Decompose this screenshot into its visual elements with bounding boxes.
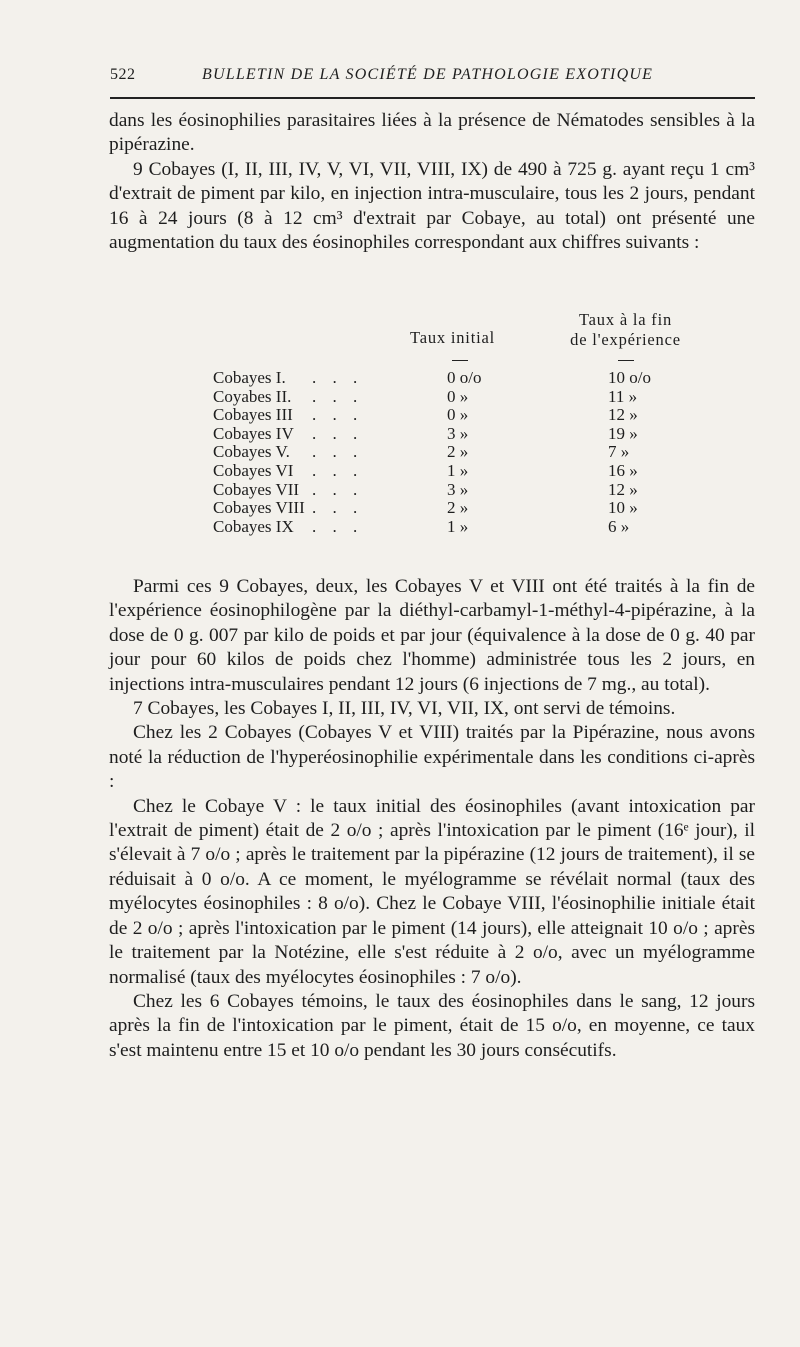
table-row xyxy=(210,498,690,518)
initial-rate: 3 » xyxy=(447,479,469,499)
body-paragraph-4: Chez le Cobaye V : le taux initial des éosinophiles (avant intoxication par l'extrait de piment) était de 2 o/o ; après l'intoxication par le piment (16ᵉ jour), il s'élevait à 7 o/o ; après le traitement par la pipérazine (12 jours de traitement), il se réduisait à 0 o/o. A ce moment, le myélogramme se révélait normal (taux des myélocytes éosinophiles : 8 o/o). Chez le Cobaye VIII, l'éosinophilie initiale était de 2 o/o ; après l'intoxication par le piment (14 jours), elle atteignait 10 o/o ; après le traitement par la Notézine, elle s'est réduite à 2 o/o, avec un myélogramme normalisé (taux des myélocytes éosinophiles : 7 o/o). xyxy=(109,795,755,988)
col-dash-final xyxy=(618,360,634,361)
final-rate: 6 » xyxy=(608,516,630,536)
journal-title: BULLETIN DE LA SOCIÉTÉ DE PATHOLOGIE EXOTIQUE xyxy=(202,66,654,83)
body-paragraph-5: Chez les 6 Cobayes témoins, le taux des éosinophiles dans le sang, 12 jours après la fin de l'intoxication par le piment, était de 15 o/o, en moyenne, ce taux s'est maintenu entre 15 et 10 o/o pendant les 30 jours consécutifs. xyxy=(109,990,755,1061)
header-rule xyxy=(110,97,755,99)
final-rate: 10 » xyxy=(608,498,638,518)
final-rate: 11 » xyxy=(608,386,638,406)
cobaye-name: Cobayes VI xyxy=(213,461,294,480)
cobaye-name: Coyabes II. xyxy=(213,386,292,406)
leader-dots: . . . xyxy=(312,423,364,443)
leader-dots: . . . xyxy=(312,405,364,425)
cobaye-name: Cobayes VIII xyxy=(213,498,305,518)
page-number: 522 xyxy=(110,66,136,83)
leader-dots: . . . xyxy=(312,516,364,536)
initial-rate: 3 » xyxy=(447,423,469,443)
body-text xyxy=(109,575,755,1063)
col-header-final-line-2: de l'expérience xyxy=(570,330,681,349)
final-rate: 16 » xyxy=(608,461,638,480)
leader-dots: . . . xyxy=(312,479,364,499)
col-dash-initial xyxy=(452,360,468,361)
initial-rate: 1 » xyxy=(447,461,469,480)
col-header-initial: Taux initial xyxy=(410,328,495,347)
initial-rate: 0 » xyxy=(447,405,469,425)
col-header-final xyxy=(558,310,693,350)
final-rate: 12 » xyxy=(608,479,638,499)
table-row xyxy=(210,368,690,388)
leader-dots: . . . xyxy=(312,498,364,518)
table-row xyxy=(210,387,690,407)
body-paragraph-2: 7 Cobayes, les Cobayes I, II, III, IV, VI, VII, IX, ont servi de témoins. xyxy=(133,698,676,720)
table-row xyxy=(210,480,690,500)
final-rate: 10 o/o xyxy=(608,368,651,387)
initial-rate: 1 » xyxy=(447,516,469,536)
initial-rate: 2 » xyxy=(447,442,469,462)
cobaye-name: Cobayes I. xyxy=(213,368,286,387)
cobaye-name: Cobayes VII xyxy=(213,479,300,499)
leader-dots: . . . xyxy=(312,461,364,480)
table-row xyxy=(210,424,690,444)
initial-rate: 0 » xyxy=(447,386,469,406)
leader-dots: . . . xyxy=(312,386,364,406)
cobaye-name: Cobayes V. xyxy=(213,442,290,462)
intro-text xyxy=(109,109,755,255)
intro-paragraph-2: 9 Cobayes (I, II, III, IV, V, VI, VII, VIII, IX) de 490 à 725 g. ayant reçu 1 cm³ d'extrait de piment par kilo, en injection intra-musculaire, tous les 2 jours, pendant 16 à 24 jours (8 à 12 cm³ d'extrait par Cobaye, au total) ont présenté une augmentation du taux des éosinophiles correspondant aux chiffres suivants : xyxy=(109,158,755,254)
body-paragraph-1: Parmi ces 9 Cobayes, deux, les Cobayes V et VIII ont été traités à la fin de l'expérience éosinophilogène par la diéthyl-carbamyl-1-méthyl-4-pipérazine, à la dose de 0 g. 007 par kilo de poids et par jour (équivalence à la dose de 0 g. 40 par jour pour 60 kilos de poids chez l'homme) administrée tous les 2 jours, en injections intra-musculaires pendant 12 jours (6 injections de 7 mg., au total). xyxy=(109,576,755,695)
leader-dots: . . . xyxy=(312,442,364,462)
cobaye-name: Cobayes IV xyxy=(213,423,294,443)
cobaye-name: Cobayes IX xyxy=(213,516,294,536)
table-row xyxy=(210,405,690,425)
table-row xyxy=(210,461,690,481)
initial-rate: 2 » xyxy=(447,498,469,518)
col-header-final-line-1: Taux à la fin xyxy=(578,310,673,329)
body-paragraph-3: Chez les 2 Cobayes (Cobayes V et VIII) traités par la Pipérazine, nous avons noté la réduction de l'hyperéosinophilie expérimentale dans les conditions ci-après : xyxy=(109,722,755,793)
final-rate: 7 » xyxy=(608,442,630,462)
table-row xyxy=(210,517,690,537)
final-rate: 19 » xyxy=(608,423,638,443)
table-row xyxy=(210,442,690,462)
intro-paragraph-1: dans les éosinophilies parasitaires liées à la présence de Nématodes sensibles à la pipérazine. xyxy=(109,110,755,156)
final-rate: 12 » xyxy=(608,405,638,425)
cobaye-name: Cobayes III xyxy=(213,405,293,425)
initial-rate: 0 o/o xyxy=(447,368,482,387)
leader-dots: . . . xyxy=(312,368,364,387)
